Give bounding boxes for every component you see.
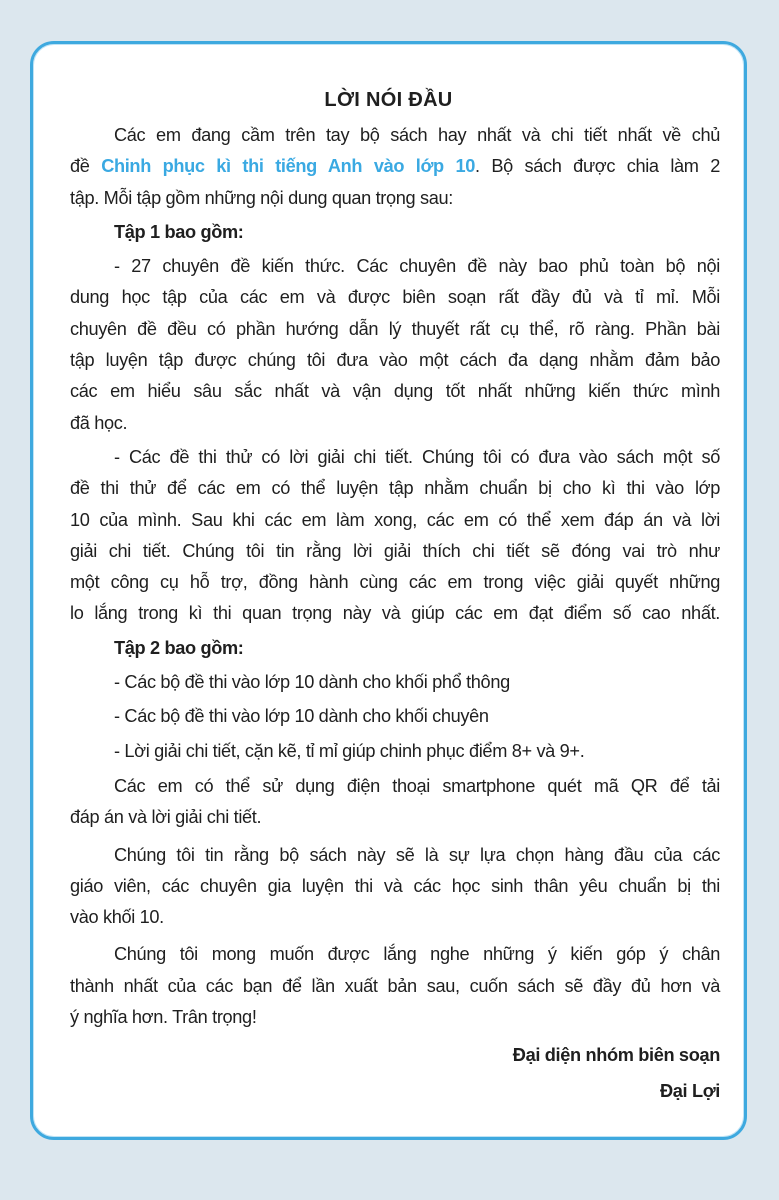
qr-paragraph (70, 771, 720, 834)
signature-group: Đại diện nhóm biên soạn (512, 1045, 720, 1066)
preface-frame (30, 41, 747, 1140)
book-title-highlight: Chinh phục kì thi tiếng Anh vào lớp 10 (101, 156, 475, 177)
text-line: đáp án và lời giải chi tiết. (70, 807, 262, 828)
tap1-item-2 (70, 442, 720, 630)
text-line: Các em đang cầm trên tay bộ sách hay nhất và chi tiết nhất về chủ (114, 125, 720, 145)
text-line: giáo viên, các chuyên gia luyện thi và các học sinh thân yêu chuẩn bị thi (70, 875, 720, 896)
text-line: thành nhất của các bạn để lần xuất bản sau, cuốn sách sẽ đầy đủ hơn và (70, 975, 720, 996)
tap2-heading: Tập 2 bao gồm: (114, 637, 244, 658)
text-span: đề (70, 156, 102, 177)
text-line: tập. Mỗi tập gồm những nội dung quan trọng sau: (70, 187, 453, 208)
belief-paragraph (70, 840, 720, 934)
text-line: ý nghĩa hơn. Trân trọng! (70, 1007, 257, 1028)
tap2-item: - Lời giải chi tiết, cặn kẽ, tỉ mỉ giúp chinh phục điểm 8+ và 9+. (114, 740, 585, 761)
text-line: một công cụ hỗ trợ, đồng hành cùng các em trong việc giải quyết những (70, 572, 720, 593)
text-line: vào khối 10. (70, 907, 164, 928)
tap2-item: - Các bộ đề thi vào lớp 10 dành cho khối phổ thông (114, 672, 510, 693)
tap1-heading: Tập 1 bao gồm: (114, 221, 244, 242)
text-line: tập luyện tập được chúng tôi đưa vào một cách đa dạng nhằm đảm bảo (70, 350, 720, 371)
text-line: 10 của mình. Sau khi các em làm xong, các em có thể xem đáp án và lời (70, 509, 720, 530)
text-line: các em hiểu sâu sắc nhất và vận dụng tốt nhất những kiến thức mình (70, 381, 720, 402)
wish-paragraph (70, 939, 720, 1033)
text-line (70, 151, 720, 182)
text-line: - Các đề thi thử có lời giải chi tiết. Chúng tôi có đưa vào sách một số (114, 446, 720, 467)
intro-paragraph (70, 120, 720, 214)
text-span: . Bộ sách được chia làm 2 (474, 156, 721, 177)
text-line: Các em có thể sử dụng điện thoại smartphone quét mã QR để tải (114, 775, 720, 796)
tap1-item-1 (70, 251, 720, 439)
text-line: chuyên đề đều có phần hướng dẫn lý thuyết rất cụ thể, rõ ràng. Phần bài (70, 318, 720, 339)
text-line: lo lắng trong kì thi quan trọng này và giúp các em đạt điểm số cao nhất. (70, 603, 720, 624)
tap2-item: - Các bộ đề thi vào lớp 10 dành cho khối chuyên (114, 706, 489, 727)
preface-body (70, 120, 720, 1109)
signature-name: Đại Lợi (660, 1081, 720, 1102)
text-line: - 27 chuyên đề kiến thức. Các chuyên đề này bao phủ toàn bộ nội (114, 256, 720, 277)
text-line: đã học. (70, 412, 128, 433)
text-line: giải chi tiết. Chúng tôi tin rằng lời giải thích chi tiết sẽ đóng vai trò như (70, 540, 720, 561)
text-line: Chúng tôi mong muốn được lắng nghe những ý kiến góp ý chân (114, 944, 720, 965)
text-line: Chúng tôi tin rằng bộ sách này sẽ là sự lựa chọn hàng đầu của các (114, 844, 720, 865)
text-line: dung học tập của các em và được biên soạn rất đầy đủ và tỉ mỉ. Mỗi (70, 287, 720, 308)
text-line: đề thi thử để các em có thể luyện tập nhằm chuẩn bị cho kì thi vào lớp (70, 478, 720, 499)
page-title: LỜI NÓI ĐẦU (324, 89, 453, 111)
